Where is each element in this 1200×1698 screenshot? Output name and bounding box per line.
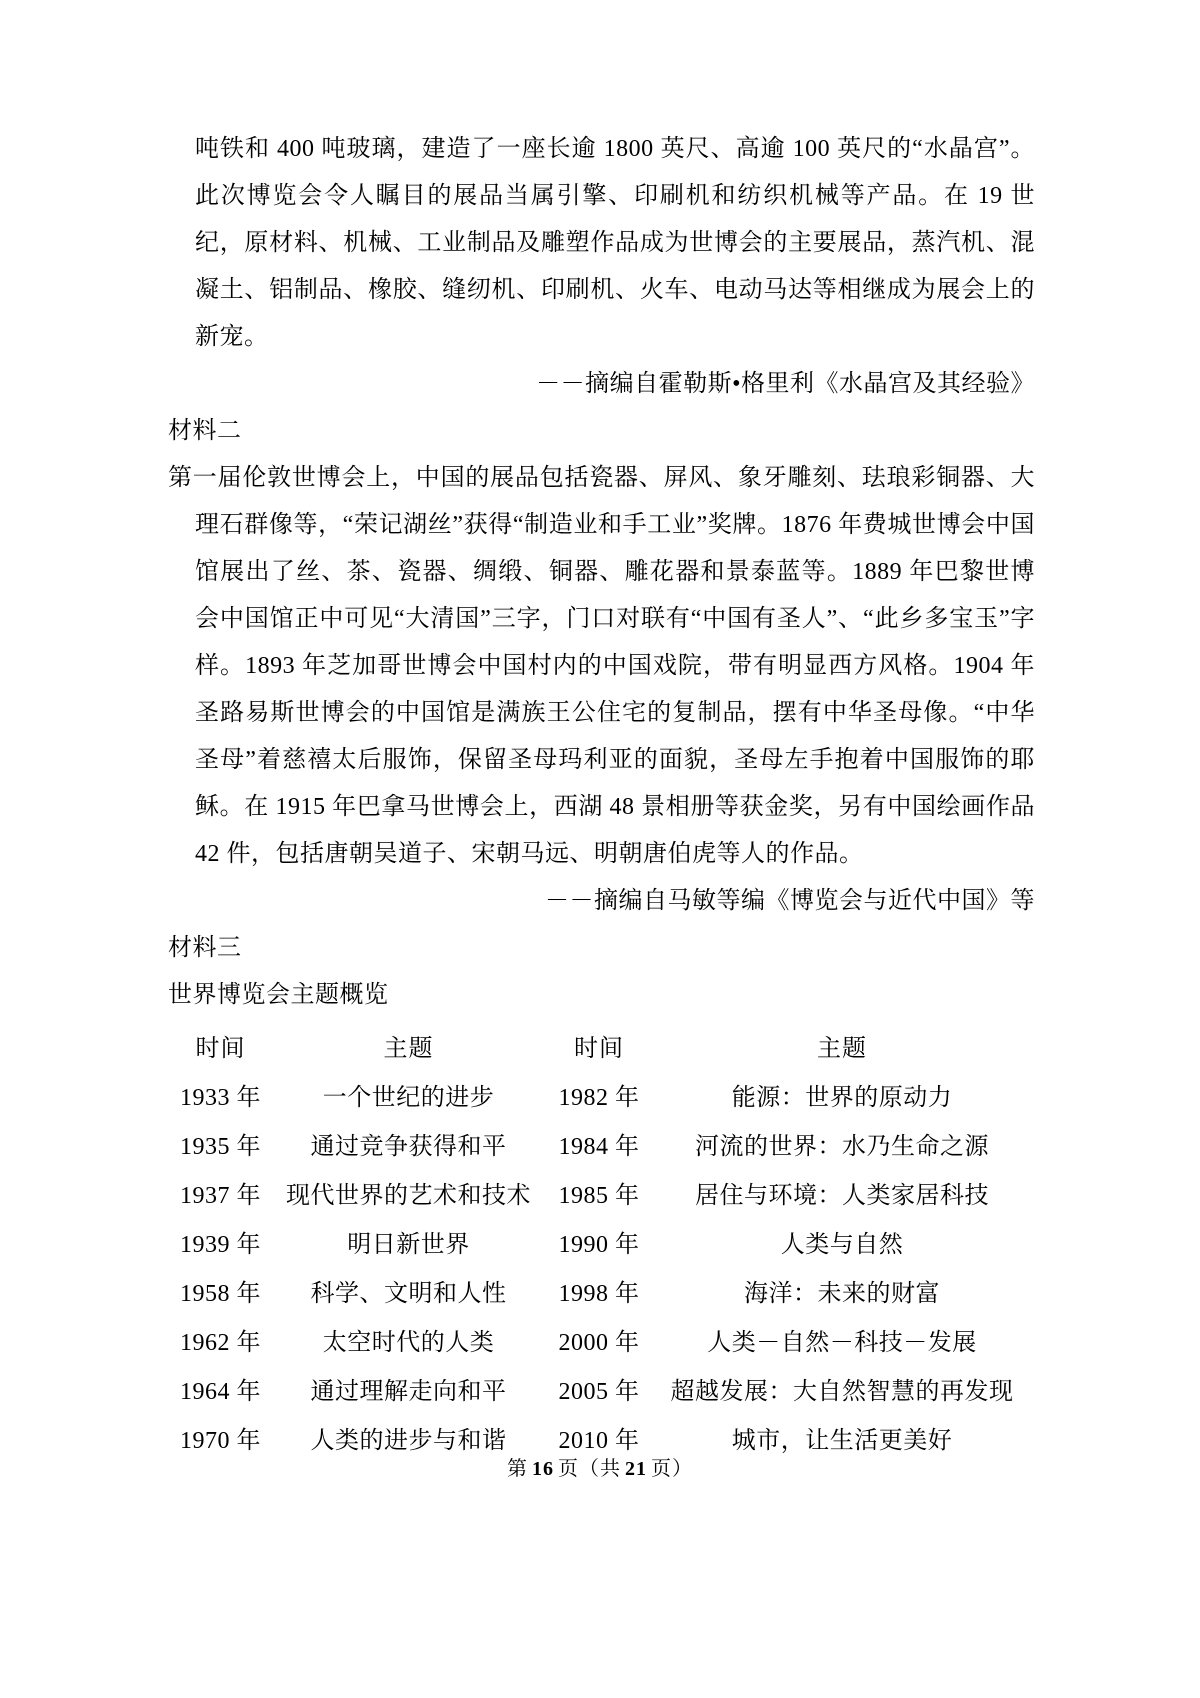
footer-total-pages: 21 [625,1458,647,1480]
table-cell: 1984 年 [558,1134,640,1160]
table-cell: 人类－自然－科技－发展 [707,1330,977,1356]
table-header-row [168,1021,1035,1070]
table-cell: 1939 年 [180,1232,261,1258]
table-row [168,1266,1035,1315]
footer-label-before: 第 [507,1458,528,1480]
table-cell: 1958 年 [180,1281,261,1307]
table-cell: 1990 年 [558,1232,640,1258]
table-cell: 通过竞争获得和平 [310,1134,507,1160]
page-footer [0,1452,1200,1481]
table-header-cell: 主题 [383,1036,434,1062]
table-header-cell: 主题 [817,1036,867,1062]
material-two-attribution: －－摘编自马敏等编《博览会与近代中国》等 [545,888,1035,914]
footer-label-mid: 页（共 [558,1458,621,1480]
footer-page-number: 16 [532,1458,554,1480]
footer-label-after: 页） [651,1458,693,1480]
table-row [168,1119,1035,1168]
table-cell: 人类与自然 [780,1232,904,1258]
material-one-attribution: －－摘编自霍勒斯•格里利《水晶宫及其经验》 [536,371,1035,397]
expo-themes-table [168,1021,1035,1462]
material-two-paragraph: 第一届伦敦世博会上，中国的展品包括瓷器、屏风、象牙雕刻、珐琅彩铜器、大理石群像等，“荣记湖丝”获得“制造业和手工业”奖牌。1876 年费城世博会中国馆展出了丝、茶、瓷器、绸缎、铜器、雕花器和景泰蓝等。1889 年巴黎世博会中国馆正中可见“大清国”三字，门口对联有“中国有圣人”、“此乡多宝玉”字样。1893 年芝加哥世博会中国村内的中国戏院，带有明显西方风格。1904 年圣路易斯世博会的中国馆是满族王公住宅的复制品，摆有中华圣母像。“中华圣母”着慈禧太后服饰，保留圣母玛利亚的面貌，圣母左手抱着中国服饰的耶稣。在 1915 年巴拿马世博会上，西湖 48 景相册等获金奖，另有中国绘画作品 42 件，包括唐朝吴道子、宋朝马远、明朝唐伯虎等人的作品。 [168,465,1035,867]
table-cell: 1985 年 [558,1183,640,1209]
table-cell: 1935 年 [180,1134,261,1160]
table-cell: 1964 年 [180,1379,261,1405]
table-header-cell: 时间 [574,1036,624,1062]
expo-themes-table-title: 世界博览会主题概览 [168,982,389,1008]
table-row [168,1364,1035,1413]
table-cell: 能源：世界的原动力 [731,1085,953,1111]
table-cell: 2000 年 [558,1330,640,1356]
table-cell: 现代世界的艺术和技术 [286,1183,531,1209]
table-cell: 2005 年 [558,1379,640,1405]
material-three-heading: 材料三 [168,935,242,961]
table-cell: 居住与环境：人类家居科技 [695,1183,989,1209]
table-header-cell: 时间 [195,1036,246,1062]
table-row [168,1315,1035,1364]
table-cell: 1962 年 [180,1330,261,1356]
table-cell: 太空时代的人类 [322,1330,495,1356]
table-cell: 科学、文明和人性 [310,1281,507,1307]
table-row [168,1217,1035,1266]
table-row [168,1168,1035,1217]
table-cell: 1970 年 [180,1428,261,1454]
table-cell: 海洋：未来的财富 [744,1281,940,1307]
table-cell: 人类的进步与和谐 [310,1428,507,1454]
material-two-heading: 材料二 [168,418,242,444]
table-cell: 明日新世界 [347,1232,470,1258]
table-cell: 1933 年 [180,1085,261,1111]
table-cell: 城市，让生活更美好 [731,1428,953,1454]
table-row [168,1070,1035,1119]
table-cell: 河流的世界：水乃生命之源 [695,1134,989,1160]
table-cell: 通过理解走向和平 [310,1379,507,1405]
table-cell: 1998 年 [558,1281,640,1307]
material-one-paragraph: 吨铁和 400 吨玻璃，建造了一座长逾 1800 英尺、高逾 100 英尺的“水晶宫”。此次博览会令人瞩目的展品当属引擎、印刷机和纺织机械等产品。在 19 世纪，原材料、机械、工业制品及雕塑作品成为世博会的主要展品，蒸汽机、混凝土、铝制品、橡胶、缝纫机、印刷机、火车、电动马达等相继成为展会上的新宠。 [195,136,1035,350]
table-cell: 2010 年 [558,1428,640,1454]
table-cell: 一个世纪的进步 [322,1085,495,1111]
table-cell: 1982 年 [558,1085,640,1111]
table-cell: 超越发展：大自然智慧的再发现 [670,1379,1014,1405]
table-cell: 1937 年 [180,1183,261,1209]
